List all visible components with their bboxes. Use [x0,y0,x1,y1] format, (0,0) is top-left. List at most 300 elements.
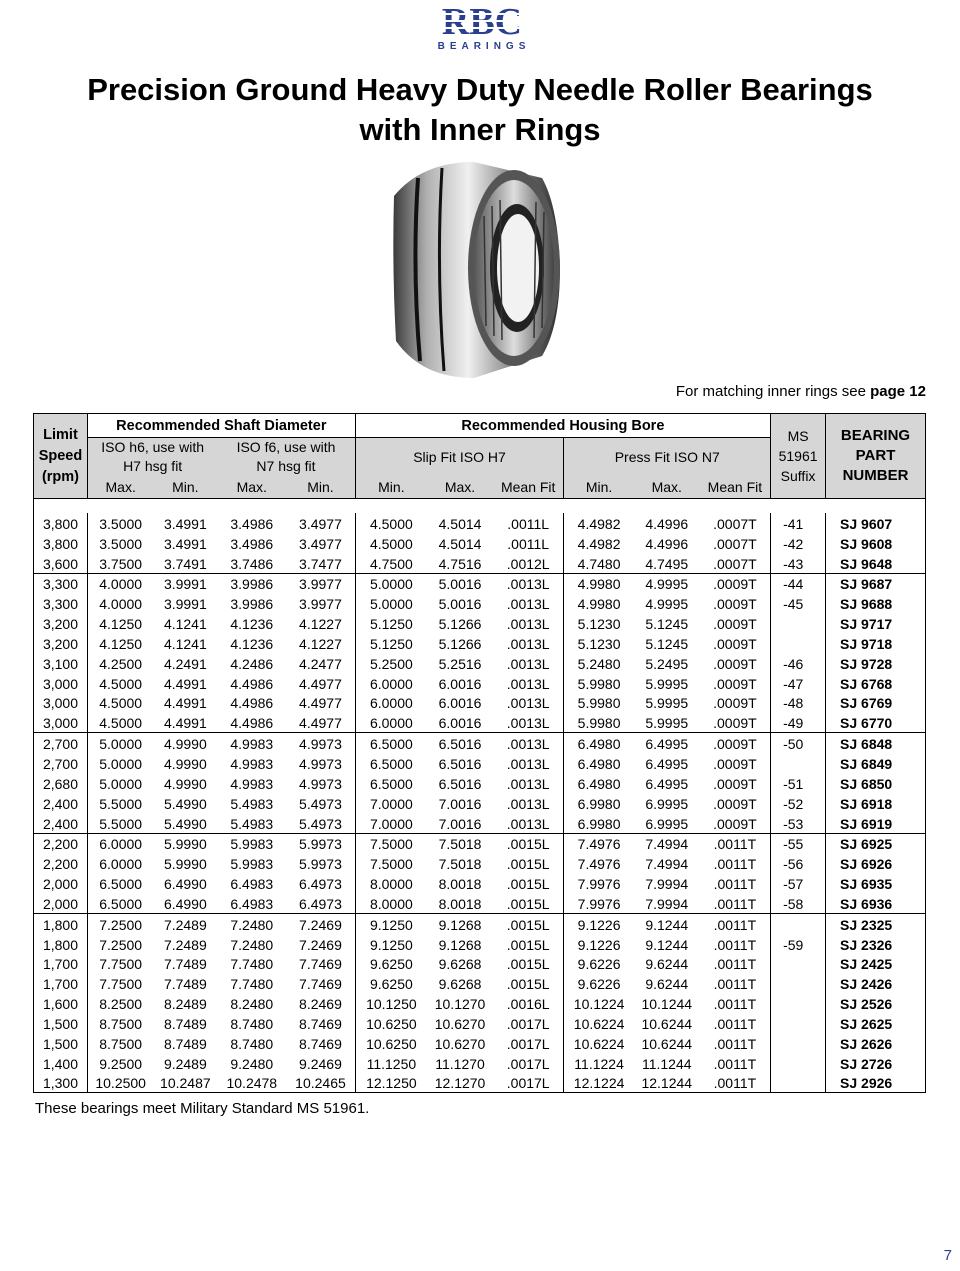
shaft-f6-min-cell: 5.9973 [286,853,355,873]
shaft-f6-min-cell: 5.9973 [286,833,355,853]
shaft-h6-min-cell: 3.4991 [163,515,207,532]
shaft-f6-min-cell: 4.4977 [286,693,355,713]
shaft-h6-min-cell: 3.9991 [163,596,207,613]
table-row [34,993,926,1013]
ms-suffix-cell [771,954,826,974]
slip-max-cell: 9.6268 [438,976,482,993]
press-mean-cell: .0011T [700,873,771,893]
table-row [34,733,926,753]
slip-min-cell: 6.5000 [369,755,413,772]
shaft-f6-max-cell: 7.2480 [217,913,286,933]
slip-min-cell: 8.0000 [369,895,413,912]
slip-max-cell: 5.1266 [438,635,482,652]
iso-h6-header: ISO h6, use with H7 hsg fit [87,438,217,477]
shaft-f6-max-cell: 5.4983 [230,815,274,832]
slip-mean-cell: .0012L [493,553,564,573]
press-max-cell: 6.9995 [645,815,689,832]
part-number-cell: SJ 2526 [826,993,926,1013]
slip-mean-cell: .0016L [493,993,564,1013]
shaft-h6-max-cell: 6.0000 [87,833,153,853]
shaft-h6-max-cell: 8.2500 [99,996,143,1013]
slip-mean-cell: .0011L [493,513,564,533]
shaft-h6-max-cell: 8.7500 [99,1015,143,1032]
shaft-f6-min-cell: 8.7469 [286,1033,355,1053]
limit-speed-cell: 2,200 [34,833,88,853]
table-row [34,973,926,993]
limit-speed-cell: 3,200 [34,613,88,633]
slip-max-cell: 7.5018 [427,833,493,853]
press-mean-cell: .0007T [700,513,771,533]
slip-max-cell: 7.0016 [438,795,482,812]
shaft-h6-max-cell: 5.0000 [99,775,143,792]
table-row [34,553,926,573]
limit-speed-cell: 1,300 [34,1073,88,1093]
press-mean-cell: .0011T [700,993,771,1013]
ms-suffix-header: MS 51961 Suffix [771,414,826,499]
shaft-f6-min-cell: 3.9977 [286,573,355,593]
shaft-f6-min-cell: 8.2469 [286,993,355,1013]
shaft-f6-min-cell: 4.9973 [286,753,355,773]
slip-mean-cell: .0015L [493,913,564,933]
slip-max-cell: 9.6268 [438,956,482,973]
limit-speed-cell: 1,500 [34,1013,88,1033]
slip-min-cell: 6.0000 [369,695,413,712]
press-mean-cell: .0009T [700,673,771,693]
table-row [34,773,926,793]
shaft-f6-min-cell: 4.4977 [286,673,355,693]
press-max-cell: 10.6244 [641,1015,693,1032]
limit-speed-cell: 1,800 [34,934,88,954]
slip-max-cell: 5.2516 [438,655,482,672]
slip-mean-cell: .0013L [493,653,564,673]
shaft-f6-max-cell: 5.9983 [217,833,286,853]
press-mean-cell: .0007T [700,553,771,573]
slip-fit-header: Slip Fit ISO H7 [355,438,564,477]
slip-min-cell: 10.6250 [366,1015,417,1032]
shaft-h6-min-cell: 8.7489 [163,1035,207,1052]
table-row [34,1053,926,1073]
limit-speed-cell: 3,300 [34,573,88,593]
limit-speed-cell: 2,680 [34,773,88,793]
slip-mean-cell: .0013L [493,813,564,833]
ms-suffix-cell: -45 [771,593,826,613]
slip-min-cell: 5.1250 [369,635,413,652]
press-min-cell: 7.4976 [564,833,634,853]
part-number-cell: SJ 9608 [826,533,926,553]
part-number-cell: SJ 6919 [826,813,926,833]
press-max-cell: 9.6244 [645,956,689,973]
part-number-cell: SJ 9688 [826,593,926,613]
slip-max-cell: 11.1270 [435,1055,485,1072]
housing-bore-header: Recommended Housing Bore [355,414,770,438]
shaft-h6-max-cell: 3.7500 [99,555,143,572]
ms-suffix-cell: -56 [771,853,826,873]
limit-speed-cell: 3,600 [34,553,88,573]
press-mean-cell: .0007T [700,533,771,553]
ms-suffix-cell [771,993,826,1013]
ms-suffix-cell: -58 [771,893,826,913]
shaft-f6-min-cell: 6.4973 [286,893,355,913]
shaft-f6-max-cell: 7.7480 [230,956,274,973]
shaft-h6-min-cell: 8.2489 [163,996,207,1013]
shaft-h6-max: Max. [87,476,153,499]
slip-mean-cell: .0013L [493,673,564,693]
shaft-f6-min-cell: 3.4977 [286,533,355,553]
limit-speed-cell: 3,000 [34,673,88,693]
press-max-cell: 5.2495 [645,655,689,672]
slip-mean-cell: .0013L [493,613,564,633]
press-mean-cell: .0009T [700,593,771,613]
table-row [34,853,926,873]
table-row [34,513,926,533]
slip-min-cell: 6.5000 [369,775,413,792]
limit-speed-cell: 3,800 [34,533,88,553]
shaft-f6-min-cell: 4.2477 [286,653,355,673]
ms-suffix-cell: -42 [771,533,826,553]
slip-mean-cell: .0017L [493,1053,564,1073]
shaft-h6-max-cell: 7.2500 [87,913,153,933]
shaft-h6-min-cell: 3.7491 [163,555,207,572]
slip-mean-cell: .0013L [493,793,564,813]
press-max-cell: 10.1244 [641,996,693,1013]
slip-mean-cell: .0013L [493,733,564,753]
shaft-h6-min-cell: 5.9990 [153,833,217,853]
slip-mean-cell: .0013L [493,593,564,613]
slip-max-cell: 6.5016 [438,755,482,772]
press-max-cell: 7.9994 [645,876,689,893]
press-max-cell: 6.4995 [634,733,700,753]
part-number-cell: SJ 6849 [826,753,926,773]
press-mean-cell: .0011T [700,913,771,933]
slip-max-cell: 5.0016 [438,596,482,613]
page-title [0,70,960,150]
shaft-f6-max-cell: 4.4986 [230,715,274,732]
shaft-f6-min-cell: 6.4973 [286,873,355,893]
shaft-f6-min-cell: 4.4977 [286,712,355,732]
slip-min-cell: 9.6250 [369,956,413,973]
table-row [34,1073,926,1093]
shaft-h6-min-cell: 4.4991 [163,695,207,712]
part-number-cell: SJ 6768 [826,673,926,693]
limit-speed-cell: 1,700 [34,954,88,974]
shaft-h6-max-cell: 7.2500 [99,936,143,953]
spec-table-body [34,499,926,1093]
shaft-h6-max-cell: 3.5000 [99,515,143,532]
slip-mean-cell: .0015L [493,873,564,893]
ms-suffix-cell: -48 [771,693,826,713]
slip-min-cell: 12.1250 [355,1073,427,1093]
slip-max-cell: 5.1266 [438,616,482,633]
limit-speed-cell: 2,200 [34,853,88,873]
slip-min-cell: 4.7500 [369,555,413,572]
press-min-cell: 6.9980 [577,815,621,832]
inner-ring-page-link[interactable]: page 12 [870,383,926,400]
part-number-cell: SJ 2426 [826,973,926,993]
press-mean-cell: .0011T [700,1053,771,1073]
slip-max: Max. [427,476,493,499]
press-mean-cell: .0009T [700,633,771,653]
press-mean-cell: .0009T [700,793,771,813]
shaft-h6-max-cell: 4.5000 [99,715,143,732]
shaft-h6-min-cell: 4.9990 [163,755,207,772]
press-max-cell: 5.1245 [645,616,689,633]
ms-suffix-cell [771,753,826,773]
shaft-f6-max: Max. [217,476,286,499]
press-max-cell: 7.9994 [645,895,689,912]
shaft-f6-max-cell: 6.4983 [230,876,274,893]
shaft-f6-max-cell: 7.2480 [230,936,274,953]
press-mean-cell: .0011T [700,973,771,993]
press-mean-cell: .0009T [700,753,771,773]
shaft-f6-max-cell: 4.9983 [217,733,286,753]
press-max-cell: 11.1244 [641,1055,692,1072]
shaft-f6-min: Min. [286,476,355,499]
ms-suffix-cell: -59 [771,934,826,954]
shaft-f6-max-cell: 8.2480 [230,996,274,1013]
limit-speed-cell: 3,300 [34,593,88,613]
part-number-header: BEARING PART NUMBER [826,414,926,499]
table-row [34,653,926,673]
press-min-cell: 7.4976 [577,856,621,873]
limit-speed-cell: 3,000 [34,693,88,713]
ms-suffix-cell: -57 [771,873,826,893]
press-mean-cell: .0011T [700,1073,771,1093]
shaft-f6-max-cell: 8.7480 [230,1015,274,1032]
brand-tagline: BEARINGS [437,41,531,52]
shaft-f6-max-cell: 4.1236 [230,635,274,652]
slip-mean-cell: .0015L [493,973,564,993]
limit-speed-cell: 1,400 [34,1053,88,1073]
press-mean-cell: .0009T [700,733,771,753]
table-row [34,873,926,893]
ms-suffix-cell [771,1073,826,1093]
shaft-f6-max-cell: 3.9986 [230,596,274,613]
limit-speed-cell: 1,700 [34,973,88,993]
bearing-photo [382,156,567,381]
press-min-cell: 7.9976 [577,895,621,912]
shaft-h6-max-cell: 4.5000 [99,695,143,712]
ms-suffix-cell [771,613,826,633]
shaft-f6-max-cell: 4.1236 [230,616,274,633]
ms-suffix-cell: -50 [771,733,826,753]
table-row [34,693,926,713]
press-min-cell: 5.2480 [577,655,621,672]
shaft-h6-min-cell: 3.4991 [163,535,207,552]
shaft-h6-max-cell: 7.7500 [99,956,143,973]
slip-max-cell: 6.5016 [427,733,493,753]
ms-suffix-cell: -51 [771,773,826,793]
limit-speed-cell: 2,000 [34,873,88,893]
shaft-h6-max-cell: 3.5000 [99,535,143,552]
shaft-f6-max-cell: 4.2486 [230,655,274,672]
press-mean-cell: .0011T [700,1013,771,1033]
shaft-h6-min: Min. [153,476,217,499]
slip-mean-cell: .0013L [493,773,564,793]
shaft-f6-max-cell: 4.4986 [230,695,274,712]
shaft-f6-max-cell: 10.2478 [217,1073,286,1093]
shaft-h6-min-cell: 4.1241 [163,635,207,652]
slip-min: Min. [355,476,427,499]
slip-min-cell: 6.0000 [369,675,413,692]
press-mean-cell: .0009T [700,573,771,593]
shaft-h6-max-cell: 4.1250 [99,635,143,652]
press-max-cell: 5.1245 [645,635,689,652]
part-number-cell: SJ 6769 [826,693,926,713]
page-number: 7 [943,1247,952,1264]
table-row [34,813,926,833]
shaft-f6-min-cell: 4.1227 [286,613,355,633]
ms-suffix-cell [771,1053,826,1073]
table-row [34,673,926,693]
slip-max-cell: 6.5016 [438,775,482,792]
slip-max-cell: 6.0016 [438,695,482,712]
table-row [34,712,926,732]
slip-mean-cell: .0013L [493,633,564,653]
slip-max-cell: 8.0018 [438,876,482,893]
shaft-f6-max-cell: 3.4986 [230,535,274,552]
press-min-cell: 9.1226 [577,936,621,953]
shaft-h6-min-cell: 3.9991 [153,573,217,593]
limit-speed-cell: 1,600 [34,993,88,1013]
shaft-h6-max-cell: 4.2500 [99,655,143,672]
part-number-cell: SJ 2726 [826,1053,926,1073]
slip-min-cell: 9.1250 [355,913,427,933]
table-row [34,934,926,954]
part-number-cell: SJ 6935 [826,873,926,893]
slip-min-cell: 9.1250 [369,936,413,953]
press-max-cell: 7.4994 [645,856,689,873]
slip-mean-cell: .0013L [493,712,564,732]
ms-suffix-cell: -55 [771,833,826,853]
slip-min-cell: 10.6250 [366,1035,417,1052]
press-min-cell: 7.9976 [577,876,621,893]
part-number-cell: SJ 9648 [826,553,926,573]
ms-suffix-cell: -43 [771,553,826,573]
slip-mean-fit: Mean Fit [493,476,564,499]
shaft-f6-min-cell: 7.2469 [286,934,355,954]
slip-max-cell: 9.1268 [427,913,493,933]
table-row [34,613,926,633]
part-number-cell: SJ 9728 [826,653,926,673]
slip-min-cell: 5.0000 [369,596,413,613]
press-mean-cell: .0011T [700,833,771,853]
slip-min-cell: 5.1250 [369,616,413,633]
press-min-cell: 10.6224 [573,1035,625,1052]
part-number-cell: SJ 6925 [826,833,926,853]
shaft-f6-max-cell: 6.4983 [230,895,274,912]
shaft-h6-min-cell: 9.2489 [163,1055,207,1072]
shaft-h6-max-cell: 7.7500 [99,976,143,993]
table-row [34,893,926,913]
press-max-cell: 6.9995 [645,795,689,812]
limit-speed-cell: 3,200 [34,633,88,653]
table-row [34,753,926,773]
shaft-h6-max-cell: 9.2500 [99,1055,143,1072]
slip-mean-cell: .0015L [493,893,564,913]
shaft-h6-max-cell: 6.5000 [99,895,143,912]
press-max-cell: 6.4995 [645,755,689,772]
shaft-h6-max-cell: 4.0000 [99,596,143,613]
shaft-diameter-header: Recommended Shaft Diameter [87,414,355,438]
limit-speed-cell: 2,000 [34,893,88,913]
slip-mean-cell: .0015L [493,954,564,974]
press-min-cell: 11.1224 [574,1055,624,1072]
shaft-h6-min-cell: 7.2489 [163,936,207,953]
shaft-h6-max-cell: 5.0000 [87,733,153,753]
slip-max-cell: 10.1270 [434,996,486,1013]
press-mean-cell: .0009T [700,653,771,673]
slip-max-cell: 4.7516 [438,555,482,572]
shaft-h6-min-cell: 4.4991 [163,715,207,732]
press-min-cell: 5.1230 [577,616,621,633]
press-min-cell: 5.9980 [577,675,621,692]
rbc-logo [426,2,538,52]
shaft-f6-max-cell: 3.4986 [230,515,274,532]
shaft-h6-max-cell: 5.5000 [99,815,143,832]
press-min-cell: 12.1224 [564,1073,634,1093]
press-mean-cell: .0009T [700,813,771,833]
press-mean-cell: .0011T [700,893,771,913]
table-row [34,1013,926,1033]
limit-speed-cell: 2,700 [34,753,88,773]
press-max-cell: 6.4995 [645,775,689,792]
slip-min-cell: 6.0000 [369,715,413,732]
shaft-h6-min-cell: 8.7489 [163,1015,207,1032]
slip-min-cell: 4.5000 [369,515,413,532]
shaft-h6-min-cell: 4.9990 [153,733,217,753]
limit-speed-cell: 1,500 [34,1033,88,1053]
press-min-cell: 5.9980 [577,715,621,732]
shaft-f6-min-cell: 4.9973 [286,733,355,753]
ms-suffix-cell: -49 [771,712,826,732]
press-mean-cell: .0011T [700,934,771,954]
press-min-cell: 10.6224 [573,1015,625,1032]
slip-min-cell: 7.5000 [369,856,413,873]
press-max-cell: 5.9995 [645,715,689,732]
limit-speed-cell: 1,800 [34,913,88,933]
press-fit-header: Press Fit ISO N7 [564,438,771,477]
press-mean-cell: .0011T [700,1033,771,1053]
slip-min-cell: 8.0000 [369,876,413,893]
part-number-cell: SJ 2325 [826,913,926,933]
shaft-h6-max-cell: 10.2500 [87,1073,153,1093]
shaft-f6-max-cell: 4.4986 [230,675,274,692]
slip-min-cell: 7.0000 [369,815,413,832]
slip-max-cell: 10.6270 [434,1015,486,1032]
shaft-h6-max-cell: 4.1250 [99,616,143,633]
shaft-f6-max-cell: 5.9983 [230,856,274,873]
title-line-2: with Inner Rings [359,112,601,147]
slip-mean-cell: .0017L [493,1073,564,1093]
press-min-cell: 6.4980 [564,733,634,753]
shaft-h6-min-cell: 7.2489 [153,913,217,933]
ms-suffix-cell: -53 [771,813,826,833]
press-min-cell: 9.6226 [577,976,621,993]
press-max-cell: 4.4996 [645,515,689,532]
part-number-cell: SJ 2625 [826,1013,926,1033]
military-standard-note: These bearings meet Military Standard MS 51961. [35,1100,370,1117]
press-min-cell: 9.6226 [577,956,621,973]
shaft-f6-max-cell: 7.7480 [230,976,274,993]
shaft-f6-min-cell: 7.2469 [286,913,355,933]
slip-max-cell: 4.5014 [438,535,482,552]
table-row [34,913,926,933]
press-max-cell: 9.6244 [645,976,689,993]
shaft-f6-min-cell: 10.2465 [286,1073,355,1093]
shaft-h6-max-cell: 4.0000 [87,573,153,593]
shaft-h6-min-cell: 6.4990 [163,876,207,893]
shaft-h6-min-cell: 4.2491 [163,655,207,672]
